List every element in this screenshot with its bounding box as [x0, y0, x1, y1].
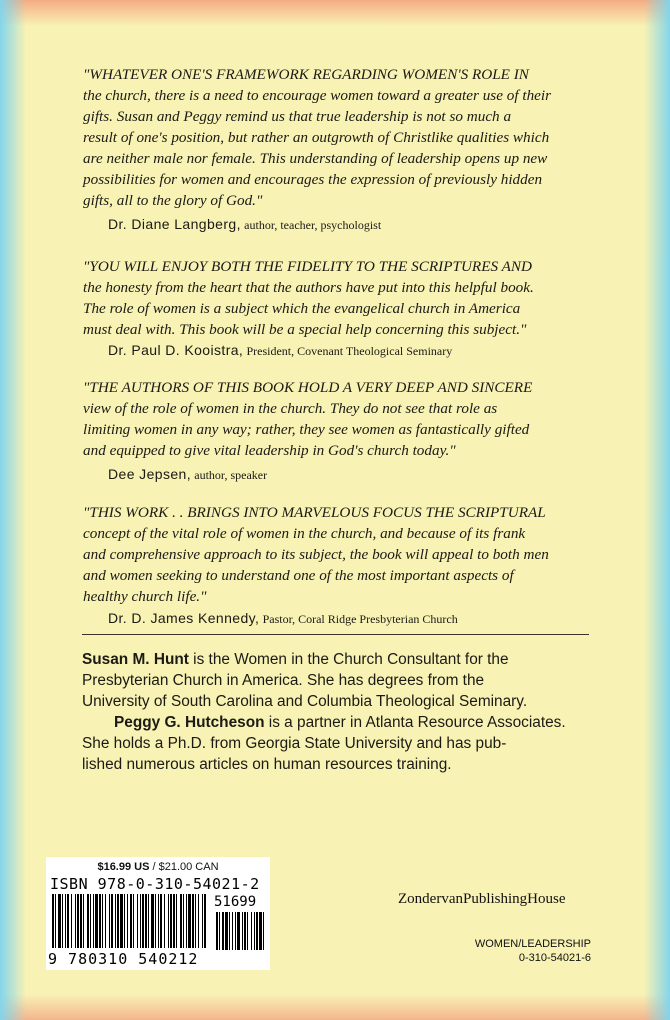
- price-us: $16.99 US: [97, 861, 150, 873]
- quote-line: view of the role of women in the church. They do not see that role as: [83, 400, 498, 417]
- bio-text: is the Women in the Church Consultant for the: [188, 651, 509, 668]
- price-label: [46, 861, 270, 873]
- category-label: WOMEN/LEADERSHIP: [474, 938, 591, 950]
- attribution-author: Dr. D. James Kennedy,: [108, 610, 260, 626]
- quote-line: concept of the vital role of women in the church, and because of its frank: [83, 525, 526, 542]
- bio-line: [82, 649, 602, 670]
- quote-line: are neither male nor female. This understanding of leadership opens up new: [83, 150, 548, 167]
- product-code: 0-310-54021-6: [518, 952, 591, 964]
- quote-line: gifts, all to the glory of God.": [83, 192, 263, 209]
- attribution-author: Dr. Diane Langberg,: [108, 216, 241, 232]
- bio-line: Presbyterian Church in America. She has degrees from the: [82, 672, 485, 689]
- endorsement-quote-langberg: [83, 64, 593, 211]
- bio-text: is a partner in Atlanta Resource Associates.: [264, 714, 566, 731]
- bio-line: She holds a Ph.D. from Georgia State University and has pub-: [82, 735, 507, 752]
- quote-line: healthy church life.": [83, 588, 207, 605]
- attribution-role: author, teacher, psychologist: [244, 218, 382, 232]
- endorsement-quote-jepsen: [83, 377, 593, 461]
- bio-line: lished numerous articles on human resources training.: [82, 756, 452, 773]
- quote-line: and women seeking to understand one of the most important aspects of: [83, 567, 514, 584]
- attribution-author: Dee Jepsen,: [108, 466, 192, 482]
- author-name-hutcheson: Peggy G. Hutcheson: [114, 714, 265, 731]
- attribution-role: President, Covenant Theological Seminary: [246, 344, 453, 358]
- quote-line: result of one's position, but rather an outgrowth of Christlike qualities which: [83, 129, 550, 146]
- quote-line: "WHATEVER ONE'S FRAMEWORK REGARDING WOMEN'S ROLE IN: [83, 66, 529, 83]
- attribution-role: Pastor, Coral Ridge Presbyterian Church: [262, 612, 458, 626]
- attribution-jepsen: [108, 466, 578, 483]
- attribution-kennedy: [108, 610, 578, 627]
- attribution-author: Dr. Paul D. Kooistra,: [108, 342, 244, 358]
- section-divider: [82, 634, 589, 635]
- bio-line: University of South Carolina and Columbia Theological Seminary.: [82, 693, 528, 710]
- endorsement-quote-kennedy: [83, 502, 593, 607]
- quote-line: gifts. Susan and Peggy remind us that true leadership is not so much a: [83, 108, 512, 125]
- quote-line: "THE AUTHORS OF THIS BOOK HOLD A VERY DEEP AND SINCERE: [83, 379, 533, 396]
- publisher-name: ZondervanPublishingHouse: [398, 891, 566, 907]
- addon-digits: 51699: [214, 894, 257, 910]
- quote-line: and equipped to give vital leadership in God's church today.": [83, 442, 456, 459]
- quote-line: and comprehensive approach to its subject, the book will appeal to both men: [83, 546, 549, 563]
- attribution-langberg: [108, 216, 578, 233]
- quote-line: limiting women in any way; rather, they see women as fantastically gifted: [83, 421, 530, 438]
- quote-line: the honesty from the heart that the authors have put into this helpful book.: [83, 279, 534, 296]
- quote-line: possibilities for women and encourages the expression of previously hidden: [83, 171, 543, 188]
- quote-line: must deal with. This book will be a special help concerning this subject.": [83, 321, 527, 338]
- endorsement-quote-kooistra: [83, 256, 593, 340]
- attribution-kooistra: [108, 342, 578, 359]
- attribution-role: author, speaker: [194, 468, 268, 482]
- barcode-label: [46, 857, 270, 970]
- bio-line: [82, 712, 602, 733]
- author-name-hunt: Susan M. Hunt: [82, 651, 189, 668]
- ean-digits: 9 780310 540212: [48, 950, 199, 968]
- quote-line: "YOU WILL ENJOY BOTH THE FIDELITY TO THE SCRIPTURES AND: [83, 258, 532, 275]
- quote-line: the church, there is a need to encourage women toward a greater use of their: [83, 87, 552, 104]
- isbn-text: ISBN 978-0-310-54021-2: [50, 875, 260, 893]
- quote-line: The role of women is a subject which the evangelical church in America: [83, 300, 521, 317]
- price-can: / $21.00 CAN: [149, 861, 219, 873]
- author-bio: [82, 649, 602, 775]
- quote-line: "THIS WORK . . BRINGS INTO MARVELOUS FOCUS THE SCRIPTURAL: [83, 504, 546, 521]
